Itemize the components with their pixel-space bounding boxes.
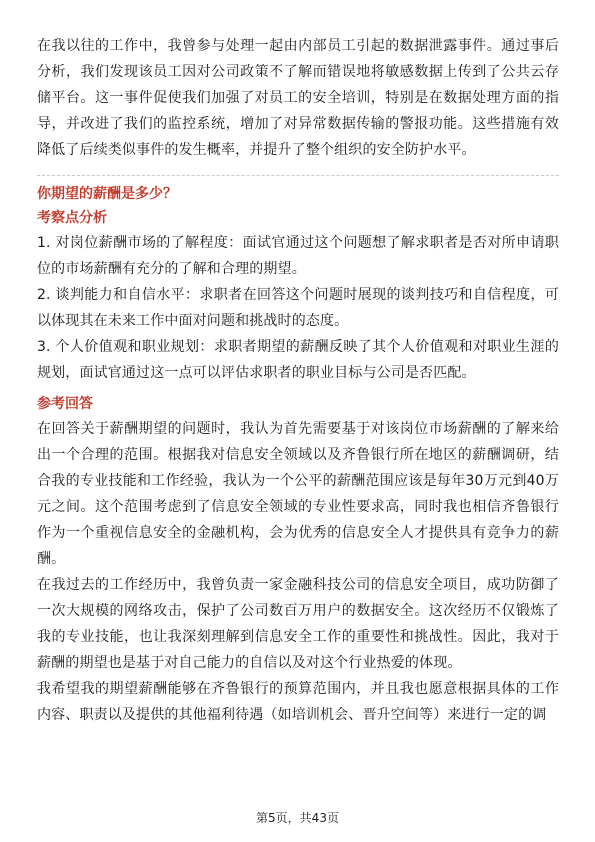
answer-paragraph-2: 在我过去的工作经历中，我曾负责一家金融科技公司的信息安全项目，成功防御了一次大规模的网络攻击，保护了公司数百万用户的数据安全。这次经历不仅锻炼了我的专业技能，也让我深刻理解到信息安全工作的重要性和挑战性。因此，我对于薪酬的期望也是基于对自己能力的自信以及对这个行业热爱的体现。 [37, 577, 559, 671]
analysis-point-2: 2. 谈判能力和自信水平：求职者在回答这个问题时展现的谈判技巧和自信程度，可以体现其在未来工作中面对问题和挑战时的态度。 [37, 287, 559, 329]
section-divider [37, 175, 559, 176]
document-page [37, 33, 559, 728]
answer-heading: 参考回答 [37, 396, 93, 412]
analysis-heading: 考察点分析 [37, 210, 107, 226]
page-footer: 第5页，共43页 [256, 811, 339, 825]
answer-paragraph-3: 我希望我的期望薪酬能够在齐鲁银行的预算范围内，并且我也愿意根据具体的工作内容、职责以及提供的其他福利待遇（如培训机会、晋升空间等）来进行一定的调 [37, 681, 559, 723]
analysis-point-3: 3. 个人价值观和职业规划：求职者期望的薪酬反映了其个人价值观和对职业生涯的规划，面试官通过这一点可以评估求职者的职业目标与公司是否匹配。 [37, 339, 559, 381]
analysis-point-1: 1. 对岗位薪酬市场的了解程度：面试官通过这个问题想了解求职者是否对所申请职位的市场薪酬有充分的了解和合理的期望。 [37, 235, 559, 277]
answer-paragraph-1: 在回答关于薪酬期望的问题时，我认为首先需要基于对该岗位市场薪酬的了解来给出一个合理的范围。根据我对信息安全领域以及齐鲁银行所在地区的薪酬调研，结合我的专业技能和工作经验，我认为一个公平的薪酬范围应该是每年30万元到40万元之间。这个范围考虑到了信息安全领域的专业性要求高，同时我也相信齐鲁银行作为一个重视信息安全的金融机构，会为优秀的信息安全人才提供具有竞争力的薪酬。 [37, 421, 559, 567]
intro-paragraph: 在我以往的工作中，我曾参与处理一起由内部员工引起的数据泄露事件。通过事后分析，我们发现该员工因对公司政策不了解而错误地将敏感数据上传到了公共云存储平台。这一事件促使我们加强了对员工的安全培训，特别是在数据处理方面的指导，并改进了我们的监控系统，增加了对异常数据传输的警报功能。这些措施有效降低了后续类似事件的发生概率，并提升了整个组织的安全防护水平。 [37, 38, 559, 158]
question-heading: 你期望的薪酬是多少？ [37, 186, 177, 202]
